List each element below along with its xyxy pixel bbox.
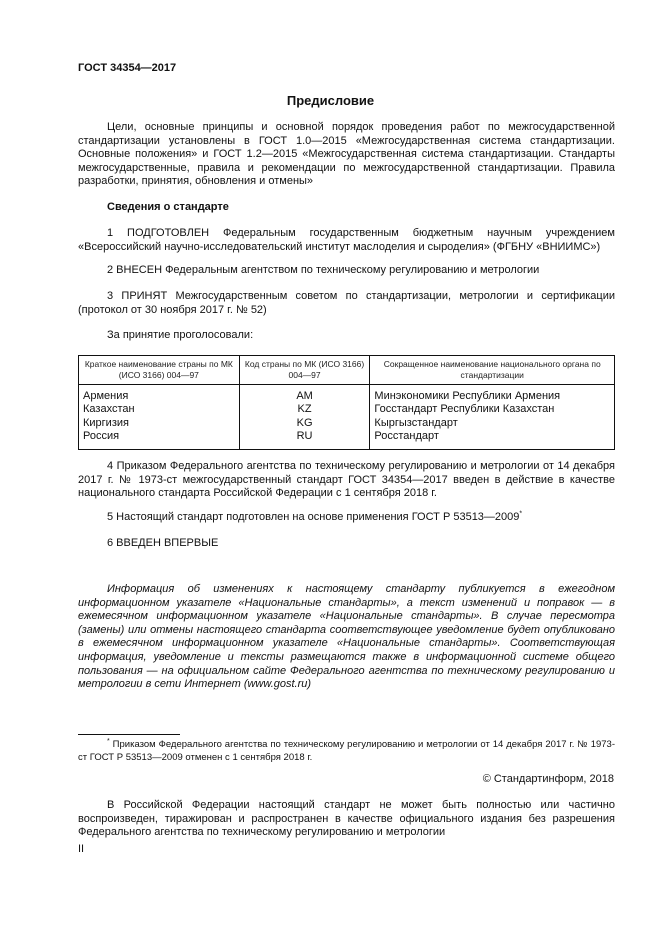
footnote-marker: * (519, 510, 523, 518)
document-id: ГОСТ 34354—2017 (78, 62, 177, 74)
page-number: II (78, 843, 85, 855)
body-cell: Росстандарт (370, 430, 615, 450)
table-row (79, 417, 615, 430)
country-cell: Киргизия (79, 417, 240, 430)
country-cell: Казахстан (79, 403, 240, 416)
code-cell: AM (239, 385, 370, 404)
footnote (78, 738, 615, 764)
code-cell: RU (239, 430, 370, 450)
table-row (79, 385, 615, 404)
table-row (79, 403, 615, 416)
body-cell: Госстандарт Республики Казахстан (370, 403, 615, 416)
intro-paragraph: Цели, основные принципы и основной порядок проведения работ по межгосударственной стандартизации установлены в ГОСТ 1.0—2015 «Межгосударственная система стандартизации. Основные положения» и ГОСТ 1.2—2015 «Межгосударственная система стандартизации. Стандарты межгосударственные, правила и рекомендации по межгосударственной стандартизации. Правила разработки, принятия, обновления и отмены» (78, 121, 615, 188)
table-header-row (79, 356, 615, 385)
country-cell: Армения (79, 385, 240, 404)
item-3: 3 ПРИНЯТ Межгосударственным советом по стандартизации, метрологии и сертификации (протокол от 30 ноября 2017 г. № 52) (78, 290, 615, 316)
table-header-cell: Код страны по МК (ИСО 3166) 004—97 (239, 356, 370, 385)
rights-notice: В Российской Федерации настоящий стандарт не может быть полностью или частично воспроизведен, тиражирован и распространен в качестве официального издания без разрешения Федерального агентства по техническому регулированию и метрологии (78, 799, 615, 839)
body-cell: Минэкономики Республики Армения (370, 385, 615, 404)
footnote-text: Приказом Федерального агентства по техническому регулированию и метрологии от 14 декабря 2017 г. № 1973-ст ГОСТ Р 53513—2009 отменен с 1 сентября 2018 г. (78, 739, 615, 763)
item-5-text: 5 Настоящий стандарт подготовлен на основе применения ГОСТ Р 53513—2009 (107, 511, 520, 523)
info-notice: Информация об изменениях к настоящему стандарту публикуется в ежегодном информационном указателе «Национальные стандарты», а текст изменений и поправок — в ежемесячном информационном указателе «Национальные стандарты». В случае пересмотра (замены) или отмены настоящего стандарта соответствующее уведомление будет опубликовано в ежемесячном информационном указателе «Национальные стандарты». Соответствующая информация, уведомление и тексты размещаются также в информационной системе общего пользования — на официальном сайте Федерального агентства по техническому регулированию и метрологии в сети Интернет (www.gost.ru) (78, 583, 615, 691)
body-cell: Кыргызстандарт (370, 417, 615, 430)
section-heading: Сведения о стандарте (107, 201, 229, 213)
footnote-mark: * (107, 737, 110, 745)
table-header-cell: Краткое наименование страны по МК (ИСО 3166) 004—97 (79, 356, 240, 385)
voted-label: За принятие проголосовали: (107, 329, 254, 341)
footnote-divider (78, 734, 180, 735)
item-4: 4 Приказом Федерального агентства по техническому регулированию и метрологии от 14 декабря 2017 г. № 1973-ст межгосударственный стандарт ГОСТ 34354—2017 введен в действие в качестве национального стандарта Российской Федерации с 1 сентября 2018 г. (78, 460, 615, 500)
code-cell: KG (239, 417, 370, 430)
copyright: © Стандартинформ, 2018 (482, 773, 614, 785)
voting-table (78, 355, 615, 450)
item-6: 6 ВВЕДЕН ВПЕРВЫЕ (107, 537, 219, 549)
table-row (79, 430, 615, 450)
country-cell: Россия (79, 430, 240, 450)
table-header-cell: Сокращенное наименование национального органа по стандартизации (370, 356, 615, 385)
page-title: Предисловие (286, 93, 375, 108)
item-1: 1 ПОДГОТОВЛЕН Федеральным государственным бюджетным научным учреждением «Всероссийский научно-исследовательский институт маслоделия и сыроделия» (ФГБНУ «ВНИИМС») (78, 227, 615, 253)
item-2: 2 ВНЕСЕН Федеральным агентством по техническому регулированию и метрологии (107, 264, 540, 276)
code-cell: KZ (239, 403, 370, 416)
item-5 (78, 511, 615, 525)
